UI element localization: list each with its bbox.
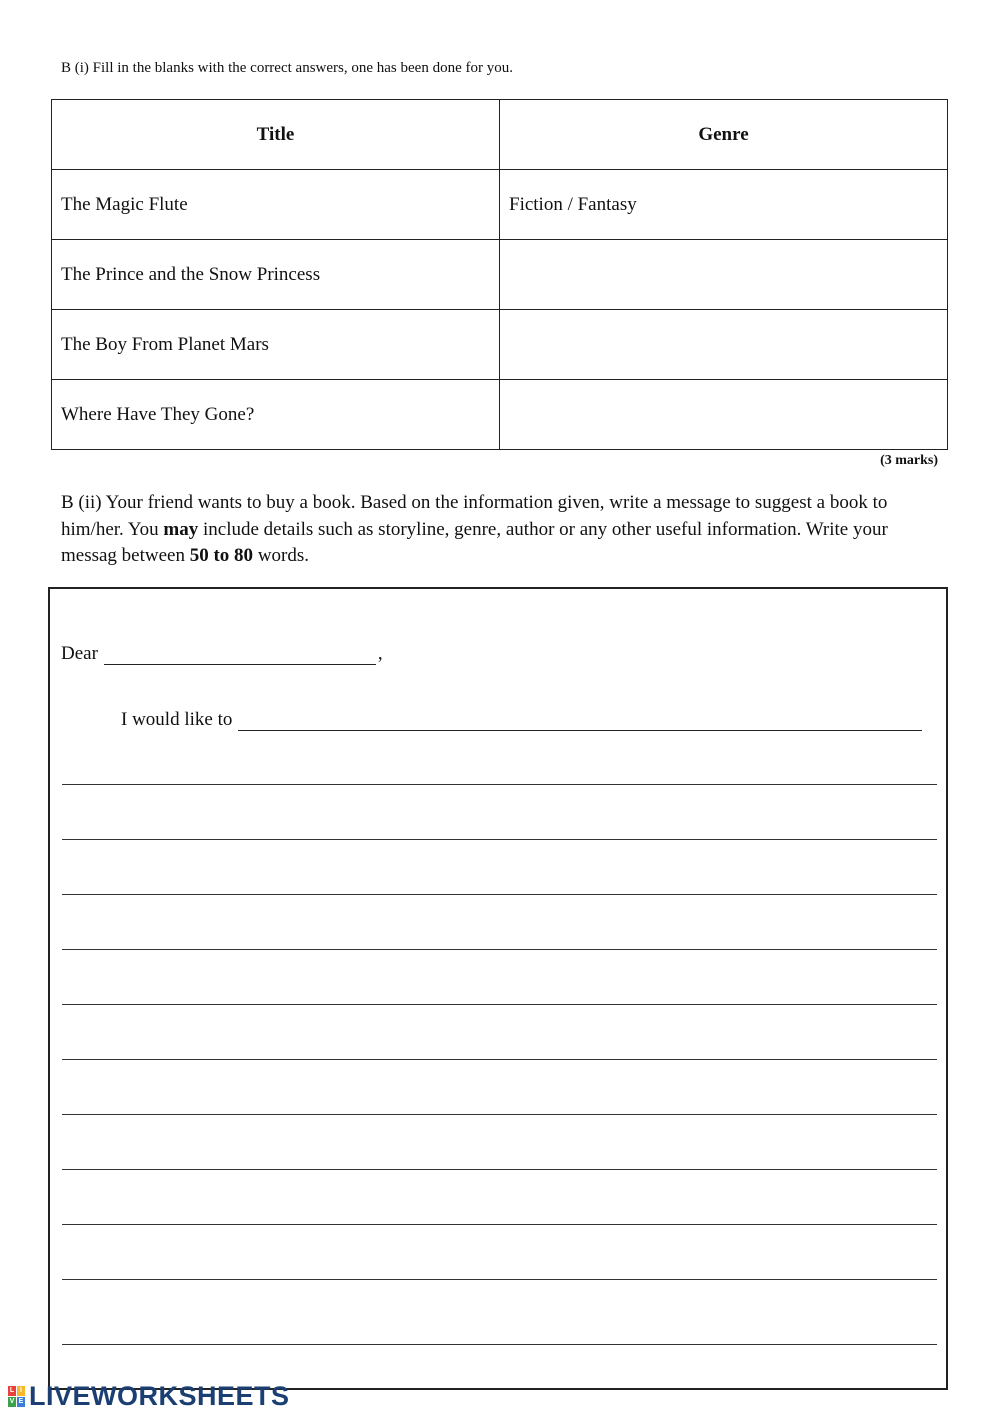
title-cell: The Prince and the Snow Princess: [52, 240, 500, 310]
title-cell: The Magic Flute: [52, 170, 500, 240]
writing-line[interactable]: [62, 894, 937, 895]
opening-blank[interactable]: [238, 712, 922, 731]
writing-line[interactable]: [62, 1004, 937, 1005]
writing-line[interactable]: [62, 1059, 937, 1060]
table-row: [52, 310, 948, 380]
logo-letter: E: [18, 1398, 24, 1405]
genre-answer-cell[interactable]: [500, 240, 948, 310]
instruction-text-1: B (ii) Your friend wants to buy a book. Based on the information given, write a message to suggest a book to him/her. You: [61, 492, 888, 540]
logo-letter: I: [17, 1386, 25, 1396]
instruction-b1: B (i) Fill in the blanks with the correct answers, one has been done for you.: [61, 60, 513, 76]
instruction-text-3: words.: [253, 545, 310, 566]
writing-line[interactable]: [62, 784, 937, 785]
instruction-bold-may: may: [163, 518, 199, 540]
logo-letter: L: [9, 1387, 15, 1394]
writing-line[interactable]: [62, 1279, 937, 1280]
header-title: Title: [52, 100, 500, 170]
instruction-bold-word-count: 50 to 80: [189, 545, 254, 566]
table-header-row: [52, 100, 948, 170]
opening-line: [121, 709, 922, 731]
genre-cell: Fiction / Fantasy: [500, 170, 948, 240]
genre-answer-cell[interactable]: [500, 310, 948, 380]
logo-letter: V: [9, 1398, 15, 1405]
marks-label: (3 marks): [880, 453, 938, 468]
table-row: [52, 170, 948, 240]
logo-icon: [8, 1386, 25, 1407]
recipient-name-blank[interactable]: [104, 646, 376, 665]
writing-line[interactable]: [62, 1344, 937, 1345]
writing-line[interactable]: [62, 1114, 937, 1115]
genre-answer-cell[interactable]: [500, 380, 948, 450]
salutation-text: Dear: [61, 643, 98, 664]
writing-line[interactable]: [62, 949, 937, 950]
salutation-line: [61, 643, 383, 665]
instruction-b2: [61, 490, 941, 570]
table-row: [52, 380, 948, 450]
letter-writing-box: [48, 587, 948, 1390]
title-cell: Where Have They Gone?: [52, 380, 500, 450]
table-row: [52, 240, 948, 310]
logo-text: LIVEWORKSHEETS: [29, 1381, 290, 1411]
genre-table: [51, 99, 948, 450]
instruction-text-2: include details such as storyline, genre, author or any other useful information. Write your messag between: [61, 518, 888, 566]
writing-line[interactable]: [62, 839, 937, 840]
liveworksheets-logo: [8, 1381, 290, 1412]
writing-line[interactable]: [62, 1169, 937, 1170]
title-cell: The Boy From Planet Mars: [52, 310, 500, 380]
salutation-comma: ,: [377, 643, 383, 664]
opening-text: I would like to: [121, 709, 233, 730]
header-genre: Genre: [500, 100, 948, 170]
writing-line[interactable]: [62, 1224, 937, 1225]
